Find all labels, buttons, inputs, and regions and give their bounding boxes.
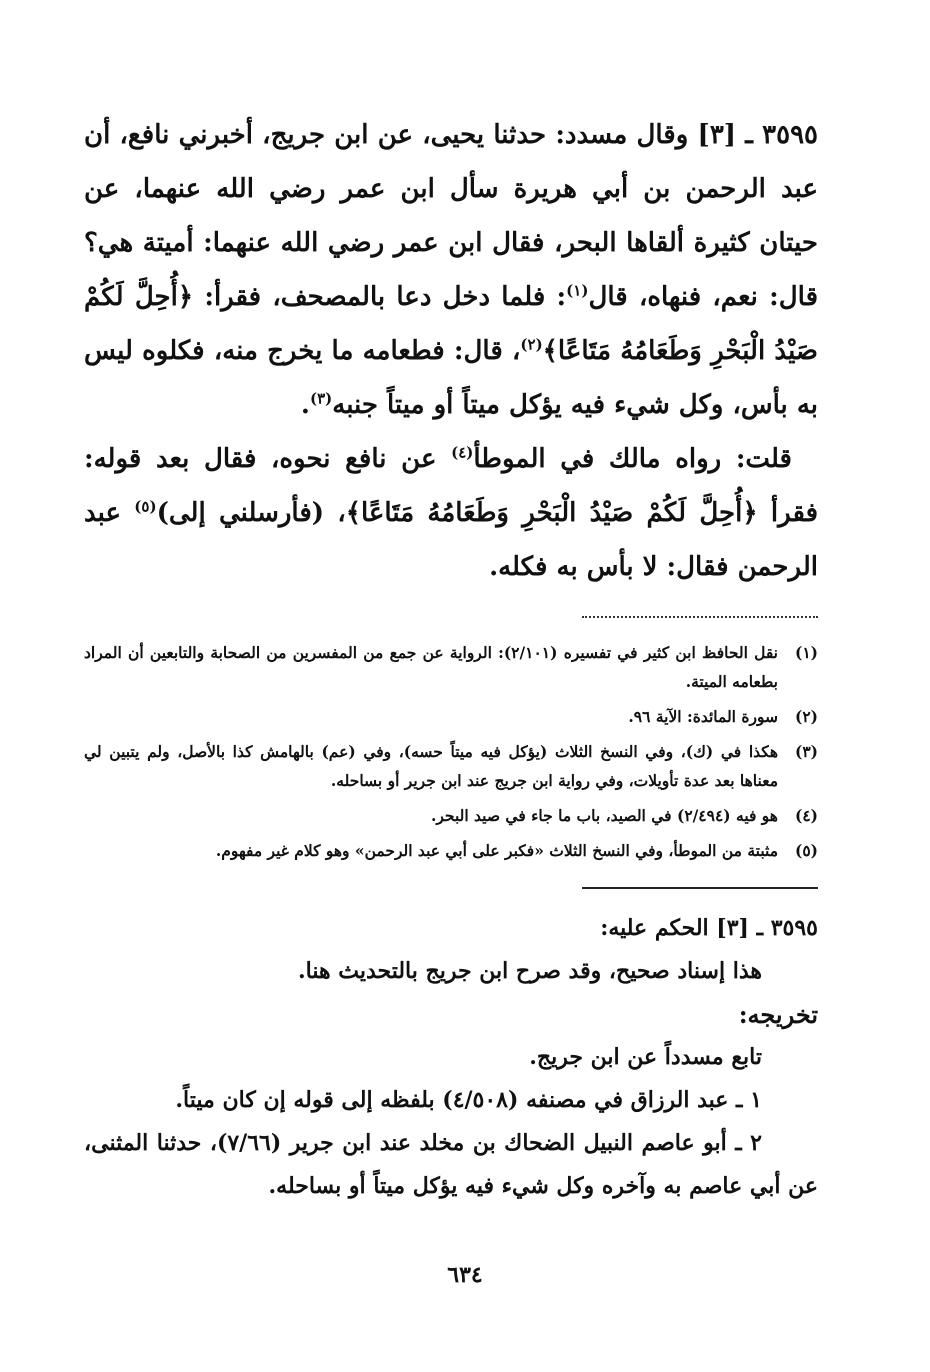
hadith-number: ٣٥٩٥ ـ [٣] — [697, 120, 818, 150]
ruling-heading: ٣٥٩٥ ـ [٣] الحكم عليه: — [600, 915, 818, 941]
main-text — [84, 108, 818, 594]
note-text-a: قلت: رواه مالك في الموطأ — [473, 444, 792, 474]
footnote-text: نقل الحافظ ابن كثير في تفسيره (٢/١٠١): الرواية عن جمع من المفسرين من الصحابة والتابعين أن المراد بطعامه الميتة. — [84, 643, 778, 691]
hadith-text-b: : فلما دخل دعا بالمصحف، فقرأ: — [193, 282, 567, 312]
footnote-ref-2[interactable]: (٢) — [520, 335, 543, 354]
ruling-statement: هذا إسناد صحيح، وقد صرح ابن جريج بالتحديث هنا. — [297, 958, 762, 984]
footnote-text: مثبتة من الموطأ، وفي النسخ الثلاث «فكبر على أبي عبد الرحمن» وهو كلام غير مفهوم. — [215, 841, 778, 860]
footnote-number: (٤) — [794, 806, 818, 825]
footnote-text: هكذا في (ك)، وفي النسخ الثلاث (يؤكل فيه ميتاً حسه)، وفي (عم) بالهامش كذا بالأصل، ولم يتبين لي معناها بعد عدة تأويلات، وفي رواية ابن جريج عند ابن جرير أو بساحله. — [84, 742, 778, 790]
footnote-ref-4[interactable]: (٤) — [451, 443, 474, 462]
footnote-number: (٣) — [794, 742, 818, 761]
footnote-1 — [84, 638, 818, 696]
footnote-4 — [84, 801, 818, 830]
quran-verse: ﴿أُحِلَّ لَكُمْ صَيْدُ الْبَحْرِ وَطَعَامُهُ مَتَاعًا﴾ — [84, 282, 818, 366]
footnote-ref-5[interactable]: (٥) — [134, 497, 157, 516]
takhrij-follow: تابع مسدداً عن ابن جريج. — [529, 1044, 762, 1070]
hadith-paragraph-2 — [84, 432, 818, 594]
note-text-d: عبد الرحمن فقال: لا بأس به فكله. — [84, 498, 818, 582]
hadith-paragraph-1 — [84, 108, 818, 432]
page-content — [84, 108, 818, 1208]
hadith-text-c: ، قال: فطعامه ما يخرج منه، فكلوه ليس به بأس، وكل شيء فيه يؤكل ميتاً أو ميتاً جنبه — [84, 336, 818, 420]
footnote-number: (٢) — [794, 707, 818, 726]
footnote-text: سورة المائدة: الآية ٩٦. — [628, 707, 778, 726]
footnote-5 — [84, 836, 818, 865]
page-number: ٦٣٤ — [447, 1262, 483, 1288]
quran-verse-2: ﴿أُحِلَّ لَكُمْ صَيْدُ الْبَحْرِ وَطَعَامُهُ مَتَاعًا﴾ — [345, 498, 758, 528]
footnote-3 — [84, 737, 818, 795]
footnote-ref-3[interactable]: (٣) — [309, 389, 333, 408]
note-text-b: عن نافع نحوه، فقال بعد قوله: فقرأ — [84, 444, 819, 528]
hadith-text-a: وقال مسدد: حدثنا يحيى، عن ابن جريج، أخبرني نافع، أن عبد الرحمن بن أبي هريرة سأل ابن عمر رضي الله عنهما، عن حيتان كثيرة ألقاها البحر، فقال ابن عمر رضي الله عنهما: أميتة هي؟ قال: نعم، فنهاه، قال — [84, 120, 819, 312]
note-text-c: ، (فأرسلني إلى) — [156, 498, 346, 528]
hadith-text-d: . — [300, 390, 310, 420]
footnote-ref-1[interactable]: (١) — [566, 281, 589, 300]
takhrij-heading: تخريجه: — [738, 1000, 818, 1029]
footnote-divider — [582, 616, 818, 618]
takhrij-item-2: ٢ ـ أبو عاصم النبيل الضحاك بن مخلد عند ابن جرير (٧/٦٦)، حدثنا المثنى، عن أبي عاصم به وآخره وكل شيء فيه يؤكل ميتاً أو بساحله. — [84, 1130, 818, 1199]
footnotes — [84, 638, 818, 865]
footnote-number: (١) — [794, 643, 818, 662]
footnote-2 — [84, 702, 818, 731]
section-divider — [582, 887, 818, 889]
footnote-text: هو فيه (٢/٤٩٤) في الصيد، باب ما جاء في صيد البحر. — [430, 806, 778, 825]
takhrij-item-1: ١ ـ عبد الرزاق في مصنفه (٤/٥٠٨) بلفظه إلى قوله إن كان ميتاً. — [175, 1087, 762, 1113]
ruling-section — [84, 907, 818, 1208]
footnote-number: (٥) — [794, 841, 818, 860]
